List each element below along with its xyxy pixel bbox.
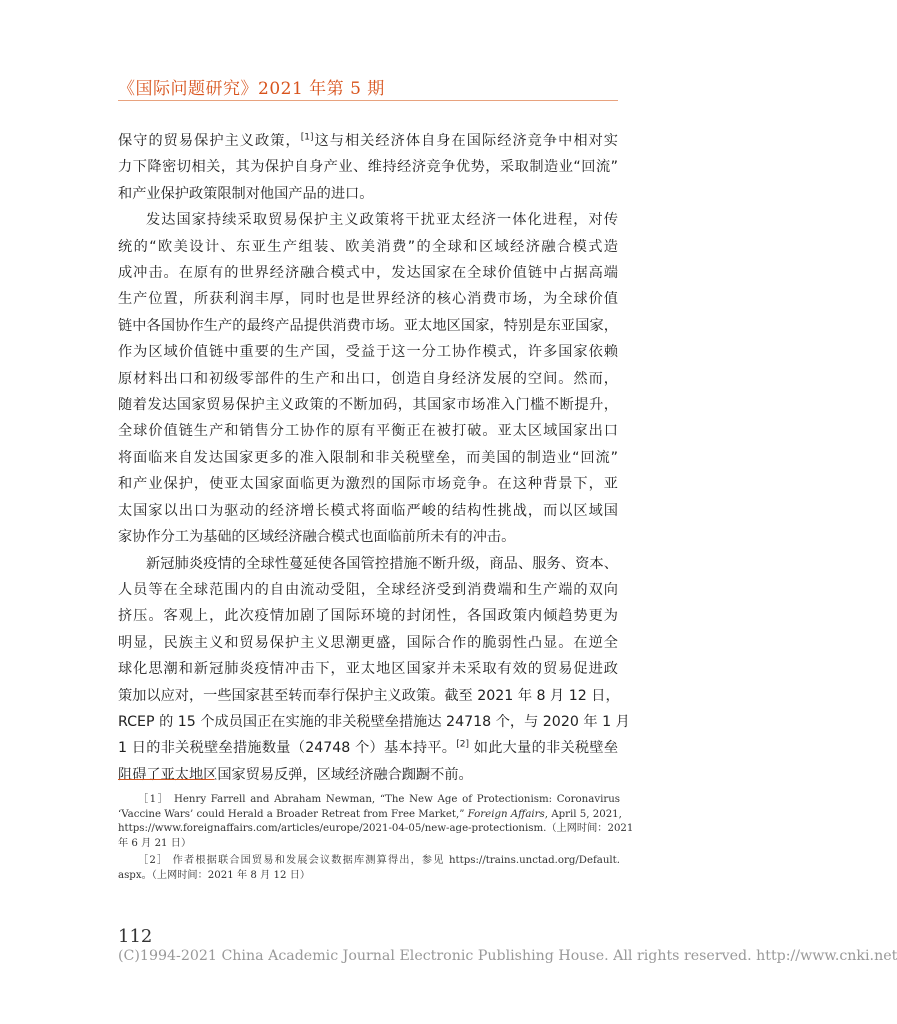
footnote-line: ［2］ 作者根据联合国贸易和发展会议数据库测算得出，参见 https://trains.unctad.org/Default. [138, 855, 620, 866]
footnote-ref-2[interactable]: [2] [456, 739, 469, 750]
text-line: 太国家以出口为驱动的经济增长模式将面临严峻的结构性挑战，而以区域国 [118, 502, 618, 519]
text-line [118, 735, 618, 761]
page-number: 112 [118, 926, 153, 947]
text-line: RCEP 的 15 个成员国正在实施的非关税壁垒措施达 24718 个，与 2020 年 1 月 [118, 713, 630, 730]
text-span: 如此大量的非关税壁垒 [469, 740, 619, 757]
text-line: 和产业保护政策限制对他国产品的进口。 [118, 185, 374, 202]
footnote-line: aspx。（上网时间：2021 年 8 月 12 日） [118, 869, 311, 881]
text-line: 家协作分工为基础的区域经济融合模式也面临前所未有的冲击。 [118, 529, 516, 546]
text-line: 阻碍了亚太地区国家贸易反弹，区域经济融合踟蹰不前。 [118, 766, 473, 783]
text-line: 发达国家持续采取贸易保护主义政策将干扰亚太经济一体化进程，对传 [146, 212, 618, 229]
text-span: ‘Vaccine Wars’ could Herald a Broader Retreat from Free Market,” [118, 808, 468, 820]
copyright-watermark: (C)1994-2021 China Academic Journal Electronic Publishing House. All rights reserved. http://www.cnki.net [118, 948, 897, 964]
footnote-divider [118, 779, 214, 780]
text-span: , April 5, 2021, [544, 808, 622, 820]
footnotes [118, 793, 634, 886]
text-line: 人员等在全球范围内的自由流动受阻，全球经济受到消费端和生产端的双向 [118, 581, 618, 598]
paragraph-3 [118, 551, 630, 789]
text-line: 链中各国协作生产的最终产品提供消费市场。亚太地区国家，特别是东亚国家， [118, 317, 618, 334]
text-line: 球化思潮和新冠肺炎疫情冲击下，亚太地区国家并未采取有效的贸易促进政 [118, 661, 618, 678]
journal-title: Foreign Affairs [467, 808, 545, 820]
text-line: 随着发达国家贸易保护主义政策的不断加码，其国家市场准入门槛不断提升， [118, 397, 618, 414]
text-line: 全球价值链生产和销售分工协作的原有平衡正在被打破。亚太区域国家出口 [118, 423, 618, 440]
footnote-line: ［1］ Henry Farrell and Abraham Newman, “The New Age of Protectionism: Coronavirus [138, 794, 620, 805]
text-span: 1 日的非关税壁垒措施数量（24748 个）基本持平。 [118, 740, 457, 757]
text-line: 挤压。客观上，此次疫情加剧了国际环境的封闭性，各国政策内倾趋势更为 [118, 608, 618, 625]
text-span: 这与相关经济体自身在国际经济竞争中相对实 [313, 133, 618, 149]
text-line: 明显，民族主义和贸易保护主义思潮更盛，国际合作的脆弱性凸显。在逆全 [118, 634, 618, 651]
header-divider [118, 100, 618, 101]
footnote-2 [118, 854, 620, 883]
text-line: 作为区域价值链中重要的生产国，受益于这一分工协作模式，许多国家依赖 [118, 344, 618, 361]
text-line: 新冠肺炎疫情的全球性蔓延使各国管控措施不断升级，商品、服务、资本、 [146, 555, 618, 572]
footnote-ref-1[interactable]: [1] [300, 132, 314, 143]
text-line: 成冲击。在原有的世界经济融合模式中，发达国家在全球价值链中占据高端 [118, 265, 618, 282]
paragraph-2 [118, 207, 618, 550]
body-text [118, 128, 630, 788]
text-line: 原材料出口和初级零部件的生产和出口，创造自身经济发展的空间。然而， [118, 370, 618, 387]
paragraph-1 [118, 128, 618, 207]
text-line: 和产业保护，使亚太国家面临更为激烈的国际市场竞争。在这种背景下，亚 [118, 476, 618, 493]
text-line: 统的“欧美设计、东亚生产组装、欧美消费”的全球和区域经济融合模式造 [118, 238, 618, 255]
footnote-line: 年 6 月 21 日） [118, 837, 192, 849]
text-line [118, 128, 618, 154]
text-line: 将面临来自发达国家更多的准入限制和非关税壁垒，而美国的制造业“回流” [118, 449, 618, 466]
footnote-1 [118, 793, 634, 851]
footnote-line [118, 808, 620, 823]
text-line: 力下降密切相关，其为保护自身产业、维持经济竞争优势，采取制造业“回流” [118, 159, 618, 176]
text-line: 策加以应对，一些国家甚至转而奉行保护主义政策。截至 2021 年 8 月 12 日， [118, 687, 620, 704]
footnote-url[interactable]: https://www.foreignaffairs.com/articles/europe/2021-04-05/new-age-protectionism.（上网时间：2021 [118, 823, 634, 834]
text-line: 生产位置，所获利润丰厚，同时也是世界经济的核心消费市场，为全球价值 [118, 291, 618, 308]
journal-header: 《国际问题研究》2021 年第 5 期 [118, 79, 385, 99]
text-span: 保守的贸易保护主义政策， [118, 133, 301, 149]
